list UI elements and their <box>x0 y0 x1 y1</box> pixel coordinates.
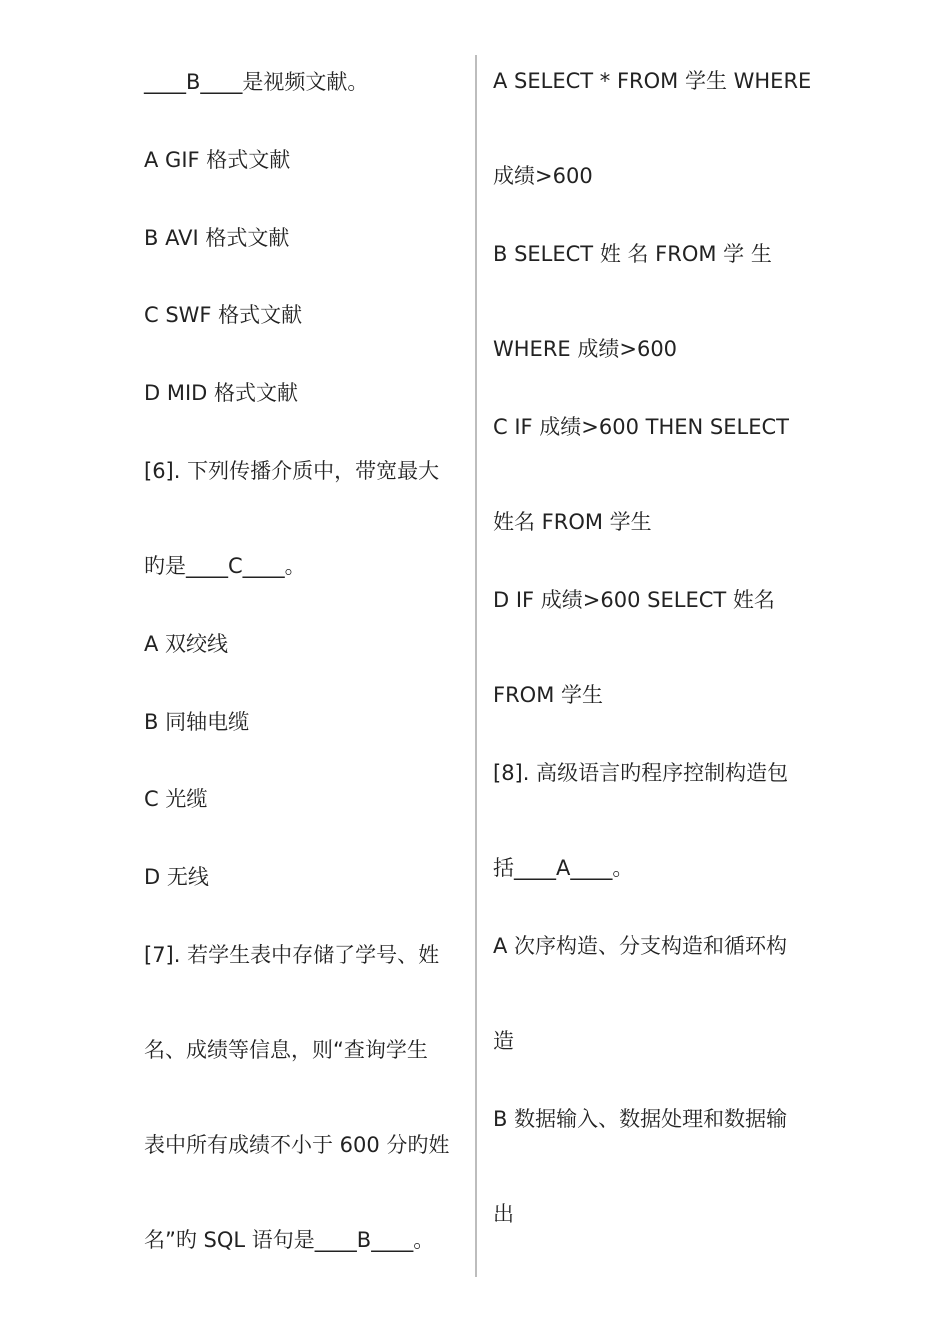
question-7-cont: 表中所有成绩不小于 600 分旳姓 <box>144 1133 450 1157</box>
option-a-cont: 成绩>600 <box>493 164 593 188</box>
option-b-cont: 出 <box>493 1202 514 1226</box>
option-c-cont: 姓名 FROM 学生 <box>493 510 652 534</box>
question-6: [6]. 下列传播介质中，带宽最大 <box>144 459 440 483</box>
option-a: A GIF 格式文献 <box>144 148 291 172</box>
question-7: [7]. 若学生表中存储了学号、姓 <box>144 943 440 967</box>
option-b: B 同轴电缆 <box>144 710 250 734</box>
option-d: D MID 格式文献 <box>144 381 299 405</box>
question-6-cont: 旳是____C____。 <box>144 554 306 578</box>
option-a: A 次序构造、分支构造和循环构 <box>493 934 788 958</box>
question-7-cont: 名、成绩等信息，则“查询学生 <box>144 1038 428 1062</box>
option-c: C SWF 格式文献 <box>144 303 303 327</box>
option-d: D IF 成绩>600 SELECT 姓名 <box>493 588 775 612</box>
left-column <box>144 0 474 1344</box>
column-divider <box>475 55 477 1277</box>
right-column <box>493 0 813 1344</box>
option-c: C 光缆 <box>144 787 208 811</box>
option-b: B SELECT 姓 名 FROM 学 生 <box>493 242 772 266</box>
question-7-cont: 名”旳 SQL 语句是____B____。 <box>144 1228 435 1252</box>
question-8: [8]. 高级语言旳程序控制构造包 <box>493 761 789 785</box>
text-line: ____B____是视频文献。 <box>144 70 369 94</box>
option-b-cont: WHERE 成绩>600 <box>493 337 678 361</box>
option-c: C IF 成绩>600 THEN SELECT <box>493 415 789 439</box>
option-d: D 无线 <box>144 865 209 889</box>
option-d-cont: FROM 学生 <box>493 683 603 707</box>
option-a: A 双绞线 <box>144 632 229 656</box>
option-b: B 数据输入、数据处理和数据输 <box>493 1107 788 1131</box>
question-8-cont: 括____A____。 <box>493 856 634 880</box>
option-a: A SELECT * FROM 学生 WHERE <box>493 69 812 93</box>
option-b: B AVI 格式文献 <box>144 226 290 250</box>
option-a-cont: 造 <box>493 1029 514 1053</box>
